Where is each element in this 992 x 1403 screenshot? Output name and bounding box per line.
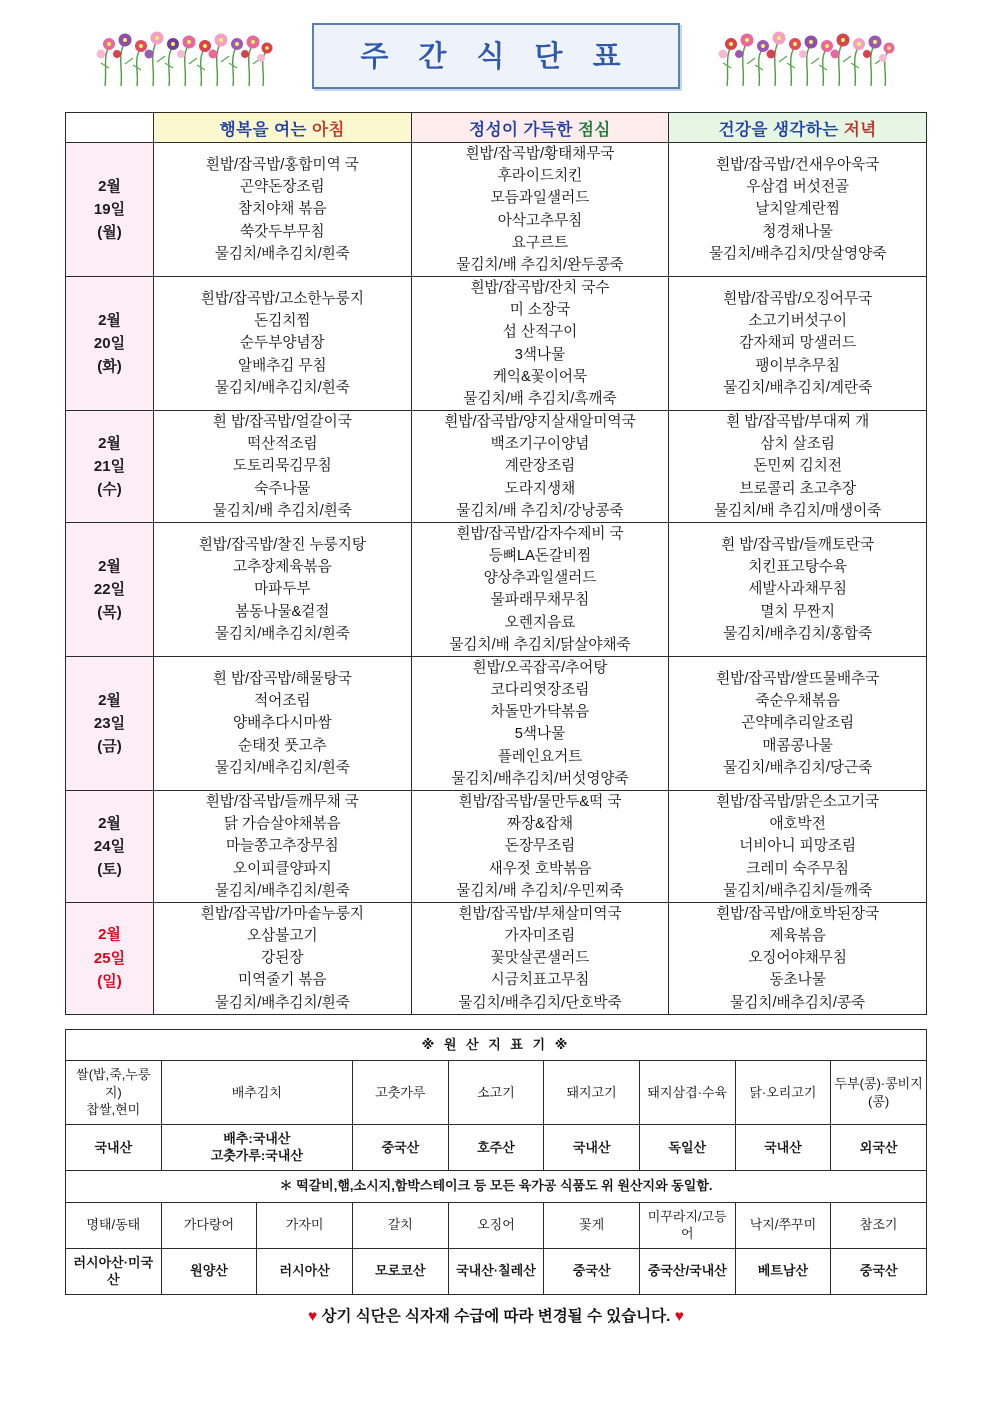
menu-item: 흰밥/잡곡밥/고소한누룽지 xyxy=(200,291,364,308)
menu-item: 흰 밥/잡곡밥/해물탕국 xyxy=(212,671,352,688)
meal-cell-lunch xyxy=(411,656,669,790)
origin-g2-header: 갈치 xyxy=(352,1202,448,1248)
origin-group2-value-row xyxy=(66,1248,927,1294)
day-line: 23일 xyxy=(93,714,126,732)
menu-item: 5색나물 xyxy=(514,726,566,743)
menu-item: 코다리엿장조림 xyxy=(490,682,590,699)
menu-item: 꽃맛살콘샐러드 xyxy=(490,950,590,967)
column-header-lunch xyxy=(411,113,669,143)
origin-g1-value: 배추:국내산 고춧가루:국내산 xyxy=(161,1124,352,1170)
origin-g1-header: 두부(콩)·콩비지(콩) xyxy=(831,1061,927,1125)
menu-item: 물김치/배추김치/흰죽 xyxy=(214,882,350,899)
origin-g2-header: 가자미 xyxy=(257,1202,353,1248)
menu-item: 강된장 xyxy=(261,950,304,967)
meal-cell-morning xyxy=(154,411,412,523)
menu-item: 섭 산적구이 xyxy=(502,324,578,341)
menu-item: 너비아니 피망조림 xyxy=(739,838,857,855)
origin-g2-header: 낙지/쭈꾸미 xyxy=(735,1202,831,1248)
menu-item: 계란장조림 xyxy=(504,458,576,475)
day-cell xyxy=(66,143,154,277)
menu-item: 흰밥/잡곡밥/잔치 국수 xyxy=(470,280,610,297)
menu-item: 물김치/배추김치/홍합죽 xyxy=(723,625,873,642)
meal-cell-lunch xyxy=(411,522,669,656)
meal-cell-morning xyxy=(154,790,412,902)
menu-item: 돈민찌 김치전 xyxy=(753,458,842,475)
menu-item: 흰밥/잡곡밥/감자수제비 국 xyxy=(456,525,624,542)
heart-icon-left: ♥ xyxy=(308,1307,318,1325)
menu-item: 백조기구이양념 xyxy=(490,436,590,453)
origin-g1-header: 닭·오리고기 xyxy=(735,1061,831,1125)
footer-note xyxy=(65,1304,927,1326)
menu-item: 물김치/배추김치/흰죽 xyxy=(214,379,350,396)
menu-item: 닭 가슴살야채볶음 xyxy=(223,816,341,833)
origin-g2-value: 러시아산·미국산 xyxy=(66,1248,162,1294)
meal-cell-morning xyxy=(154,277,412,411)
day-line: 25일 xyxy=(93,949,126,967)
menu-item: 순태젓 풋고추 xyxy=(238,737,327,754)
menu-item: 멸치 무짠지 xyxy=(760,603,835,620)
menu-item: 물김치/배 추김치/강낭콩죽 xyxy=(456,502,624,519)
origin-g1-value: 독일산 xyxy=(639,1124,735,1170)
menu-item: 3색나물 xyxy=(514,346,566,363)
column-header-morning-accent: 아침 xyxy=(312,120,345,139)
origin-g1-header: 돼지고기 xyxy=(544,1061,640,1125)
day-cell xyxy=(66,522,154,656)
day-line: 2월 xyxy=(98,926,121,944)
origin-group2-header-row xyxy=(66,1202,927,1248)
menu-item: 물김치/배추김치/흰죽 xyxy=(214,625,350,642)
menu-item: 알배추김 무침 xyxy=(238,357,327,374)
menu-item: 참치야채 볶음 xyxy=(238,201,327,218)
origin-g1-value: 국내산 xyxy=(66,1124,162,1170)
menu-item: 숙주나물 xyxy=(254,480,311,497)
menu-item: 후라이드치킨 xyxy=(497,168,583,185)
day-line: (수) xyxy=(97,481,122,499)
menu-item: 흰 밥/잡곡밥/부대찌 개 xyxy=(726,414,870,431)
day-line: 19일 xyxy=(93,200,126,218)
meal-cell-lunch xyxy=(411,790,669,902)
day-line: (월) xyxy=(97,224,122,242)
menu-table-row xyxy=(66,522,927,656)
menu-item: 청경채나물 xyxy=(762,223,833,240)
day-line: 2월 xyxy=(98,177,121,195)
menu-item: 물김치/배추김치/계란죽 xyxy=(723,379,873,396)
day-cell xyxy=(66,790,154,902)
menu-item: 흰밥/잡곡밥/오징어무국 xyxy=(723,291,873,308)
menu-table-row xyxy=(66,411,927,523)
menu-item: 오삼불고기 xyxy=(247,928,318,945)
day-cell xyxy=(66,411,154,523)
menu-item: 제육볶음 xyxy=(769,928,826,945)
day-line: 2월 xyxy=(98,691,121,709)
menu-item: 흰밥/잡곡밥/물만두&떡 국 xyxy=(458,793,622,810)
menu-item: 마늘쫑고추장무침 xyxy=(225,838,339,855)
menu-item: 물파래무채무침 xyxy=(490,592,590,609)
origin-g2-header: 오징어 xyxy=(448,1202,544,1248)
day-line: 2월 xyxy=(98,434,121,452)
menu-item: 물김치/배 추김치/닭살야채죽 xyxy=(449,636,631,653)
day-line: (일) xyxy=(97,972,122,990)
menu-item: 크레미 숙주무침 xyxy=(746,860,850,877)
day-line: 21일 xyxy=(93,457,126,475)
meal-cell-lunch xyxy=(411,277,669,411)
origin-g2-header: 가다랑어 xyxy=(161,1202,257,1248)
origin-g2-value: 중국산/국내산 xyxy=(639,1248,735,1294)
menu-item: 흰밥/잡곡밥/들깨무채 국 xyxy=(205,793,359,810)
menu-table-row xyxy=(66,790,927,902)
origin-g1-value: 호주산 xyxy=(448,1124,544,1170)
meal-cell-dinner xyxy=(669,656,927,790)
menu-item: 떡산적조림 xyxy=(247,436,318,453)
origin-g2-value: 중국산 xyxy=(831,1248,927,1294)
menu-item: 쑥갓두부무침 xyxy=(240,223,325,240)
menu-item: 곤약돈장조림 xyxy=(240,179,325,196)
meal-cell-morning xyxy=(154,143,412,277)
menu-item: 죽순우채볶음 xyxy=(755,693,840,710)
menu-table-row xyxy=(66,277,927,411)
column-header-lunch-lead: 정성이 가득한 xyxy=(469,120,573,139)
menu-item: 물김치/배추김치/버섯영양죽 xyxy=(451,770,629,787)
day-line: 2월 xyxy=(98,557,121,575)
day-line: 24일 xyxy=(93,837,126,855)
day-line: (목) xyxy=(97,604,122,622)
menu-item: 흰밥/잡곡밥/쌀뜨물배추국 xyxy=(716,671,880,688)
menu-item: 모듬과일샐러드 xyxy=(490,190,590,207)
menu-item: 흰밥/잡곡밥/양지살새알미역국 xyxy=(444,414,636,431)
origin-g2-value: 모로코산 xyxy=(352,1248,448,1294)
column-header-dinner-accent: 저녁 xyxy=(843,120,877,139)
weekly-menu-table xyxy=(65,112,927,1015)
menu-item: 봄동나물&겉절 xyxy=(235,603,330,620)
menu-item: 소고기버섯구이 xyxy=(748,313,847,330)
meal-cell-lunch xyxy=(411,411,669,523)
menu-item: 날치알계란찜 xyxy=(755,201,840,218)
origin-g2-value: 국내산·칠레산 xyxy=(448,1248,544,1294)
menu-item: 양배추다시마쌈 xyxy=(232,715,332,732)
menu-item: 오렌지음료 xyxy=(504,614,576,631)
menu-item: 물김치/배추김치/흰죽 xyxy=(214,994,350,1011)
meal-cell-dinner xyxy=(669,277,927,411)
column-header-dinner xyxy=(669,113,927,143)
menu-item: 케익&꽃이어묵 xyxy=(492,368,588,385)
meal-cell-morning xyxy=(154,522,412,656)
menu-item: 삼치 살조림 xyxy=(760,436,835,453)
menu-item: 미역줄기 볶음 xyxy=(238,972,327,989)
origin-group1-value-row xyxy=(66,1124,927,1170)
origin-title-row xyxy=(66,1029,927,1061)
origin-note: ＊ 떡갈비,햄,소시지,함박스테이크 등 모든 육가공 식품도 위 원산지와 동일함. xyxy=(66,1170,927,1202)
heart-icon-right: ♥ xyxy=(674,1307,684,1325)
menu-item: 등뼈LA돈갈비찜 xyxy=(488,548,592,565)
menu-item: 돈장무조림 xyxy=(504,838,576,855)
footer-note-text: 상기 식단은 식자재 수급에 따라 변경될 수 있습니다. xyxy=(321,1307,671,1325)
origin-table-body xyxy=(66,1029,927,1294)
menu-item: 세발사과채무침 xyxy=(748,581,847,598)
origin-g1-value: 외국산 xyxy=(831,1124,927,1170)
origin-note-row xyxy=(66,1170,927,1202)
menu-item: 물김치/배추김치/들깨죽 xyxy=(723,882,873,899)
menu-item: 요구르트 xyxy=(511,234,569,251)
day-cell xyxy=(66,902,154,1014)
menu-item: 물김치/배 추김치/흰죽 xyxy=(212,502,352,519)
menu-item: 물김치/배 추김치/흑깨죽 xyxy=(463,390,617,407)
menu-item: 도토리묵김무침 xyxy=(232,458,332,475)
column-header-dinner-lead: 건강을 생각하는 xyxy=(718,120,839,139)
origin-g2-header: 미꾸라지/고등어 xyxy=(639,1202,735,1248)
menu-item: 흰밥/잡곡밥/황태채무국 xyxy=(465,146,615,162)
menu-table-body xyxy=(66,143,927,1015)
meal-cell-lunch xyxy=(411,143,669,277)
menu-item: 흰밥/잡곡밥/맑은소고기국 xyxy=(716,793,880,810)
origin-g2-header: 명태/동태 xyxy=(66,1202,162,1248)
menu-item: 흰밥/잡곡밥/건새우아욱국 xyxy=(716,157,880,174)
menu-item: 감자채피 망샐러드 xyxy=(739,335,857,352)
menu-item: 짜장&잡채 xyxy=(506,816,574,833)
origin-g2-header: 참조기 xyxy=(831,1202,927,1248)
menu-item: 치킨표고탕수육 xyxy=(748,559,847,576)
origin-g1-value: 국내산 xyxy=(735,1124,831,1170)
menu-item: 애호박전 xyxy=(769,816,826,833)
origin-g2-header: 꽃게 xyxy=(544,1202,640,1248)
flower-decoration-left-icon xyxy=(95,24,275,88)
menu-item: 도라지생채 xyxy=(504,480,576,497)
origin-g1-header: 쌀(밥,죽,누룽지) 찹쌀,현미 xyxy=(66,1061,162,1125)
menu-item: 차돌만가닥볶음 xyxy=(490,704,590,721)
meal-cell-dinner xyxy=(669,143,927,277)
day-line: (토) xyxy=(97,861,122,879)
meal-cell-dinner xyxy=(669,790,927,902)
menu-item: 마파두부 xyxy=(254,581,311,598)
origin-g1-header: 고춧가루 xyxy=(352,1061,448,1125)
page-title: 주 간 식 단 표 xyxy=(360,41,632,73)
meal-cell-morning xyxy=(154,902,412,1014)
day-cell xyxy=(66,656,154,790)
origin-g2-value: 중국산 xyxy=(544,1248,640,1294)
menu-table-header-row xyxy=(66,113,927,143)
menu-table-row xyxy=(66,143,927,277)
column-header-lunch-accent: 점심 xyxy=(577,120,611,139)
meal-cell-dinner xyxy=(669,522,927,656)
origin-g1-value: 국내산 xyxy=(544,1124,640,1170)
menu-item: 물김치/배추김치/흰죽 xyxy=(214,759,350,776)
menu-item: 물김치/배 추김치/완두콩죽 xyxy=(456,256,624,273)
column-header-morning xyxy=(154,113,412,143)
day-line: (화) xyxy=(97,358,122,376)
menu-item: 순두부양념장 xyxy=(240,335,325,352)
menu-table-row xyxy=(66,656,927,790)
page-title-box xyxy=(312,23,679,89)
menu-item: 가자미조림 xyxy=(504,928,576,945)
menu-item: 흰밥/잡곡밥/애호박된장국 xyxy=(716,905,880,922)
origin-g2-value: 원양산 xyxy=(161,1248,257,1294)
menu-item: 물김치/배추김치/당근죽 xyxy=(723,759,873,776)
menu-item: 미 소장국 xyxy=(509,302,571,319)
menu-item: 흰밥/잡곡밥/찰진 누룽지탕 xyxy=(198,537,366,553)
page-header xyxy=(0,0,992,112)
meal-cell-dinner xyxy=(669,902,927,1014)
menu-item: 동초나물 xyxy=(769,972,826,989)
menu-item: 흰 밥/잡곡밥/얼갈이국 xyxy=(212,414,352,431)
day-line: 2월 xyxy=(98,311,121,329)
menu-item: 물김치/배 추김치/매생이죽 xyxy=(714,502,882,519)
meal-cell-lunch xyxy=(411,902,669,1014)
corner-cell xyxy=(66,113,154,143)
origin-g1-header: 소고기 xyxy=(448,1061,544,1125)
menu-item: 팽이부추무침 xyxy=(755,357,840,374)
origin-table xyxy=(65,1029,927,1295)
menu-item: 새우젓 호박볶음 xyxy=(488,860,592,877)
meal-cell-dinner xyxy=(669,411,927,523)
meal-cell-morning xyxy=(154,656,412,790)
menu-item: 물김치/배 추김치/우민찌죽 xyxy=(456,882,624,899)
menu-item: 오이피클양파지 xyxy=(232,860,332,877)
origin-g1-header: 배추김치 xyxy=(161,1061,352,1125)
origin-g1-value: 중국산 xyxy=(352,1124,448,1170)
day-cell xyxy=(66,277,154,411)
menu-item: 흰밥/잡곡밥/홍합미역 국 xyxy=(205,157,359,174)
origin-title: ※ 원 산 지 표 기 ※ xyxy=(66,1029,927,1061)
day-line: (금) xyxy=(97,738,122,756)
origin-section xyxy=(65,1029,927,1295)
menu-item: 아삭고추무침 xyxy=(497,212,583,229)
menu-item: 브로콜리 초고추장 xyxy=(739,480,857,497)
column-header-morning-lead: 행복을 여는 xyxy=(219,120,307,139)
day-line: 22일 xyxy=(93,580,126,598)
menu-item: 곤약메추리알조림 xyxy=(741,715,855,732)
menu-item: 물김치/배추김치/맛살영양죽 xyxy=(709,245,887,262)
menu-item: 매콤콩나물 xyxy=(762,737,833,754)
menu-item: 우삼겹 버섯전골 xyxy=(746,179,850,196)
menu-item: 돈김치찜 xyxy=(254,313,311,330)
day-line: 2월 xyxy=(98,814,121,832)
menu-item: 플레인요거트 xyxy=(497,748,583,765)
menu-item: 오징어야채무침 xyxy=(748,950,847,967)
origin-g1-header: 돼지삼겹·수육 xyxy=(639,1061,735,1125)
day-line: 20일 xyxy=(93,334,126,352)
flower-decoration-right-icon xyxy=(717,24,897,88)
menu-item: 흰밥/잡곡밥/가마솥누룽지 xyxy=(200,905,364,922)
origin-g2-value: 베트남산 xyxy=(735,1248,831,1294)
menu-item: 양상추과일샐러드 xyxy=(483,570,597,587)
menu-item: 시금치표고무침 xyxy=(490,972,590,989)
origin-group1-header-row xyxy=(66,1061,927,1125)
menu-item: 적어조림 xyxy=(254,693,311,710)
menu-item: 물김치/배추김치/콩죽 xyxy=(730,994,866,1011)
origin-g2-value: 러시아산 xyxy=(257,1248,353,1294)
menu-item: 흰밥/잡곡밥/부채살미역국 xyxy=(458,905,622,922)
menu-item: 고추장제육볶음 xyxy=(232,559,332,576)
menu-item: 흰밥/오곡잡곡/추어탕 xyxy=(472,659,608,676)
menu-item: 물김치/배추김치/흰죽 xyxy=(214,245,350,262)
menu-item: 물김치/배추김치/단호박죽 xyxy=(458,994,622,1011)
menu-table-row xyxy=(66,902,927,1014)
menu-item: 흰 밥/잡곡밥/들깨토란국 xyxy=(721,537,875,553)
